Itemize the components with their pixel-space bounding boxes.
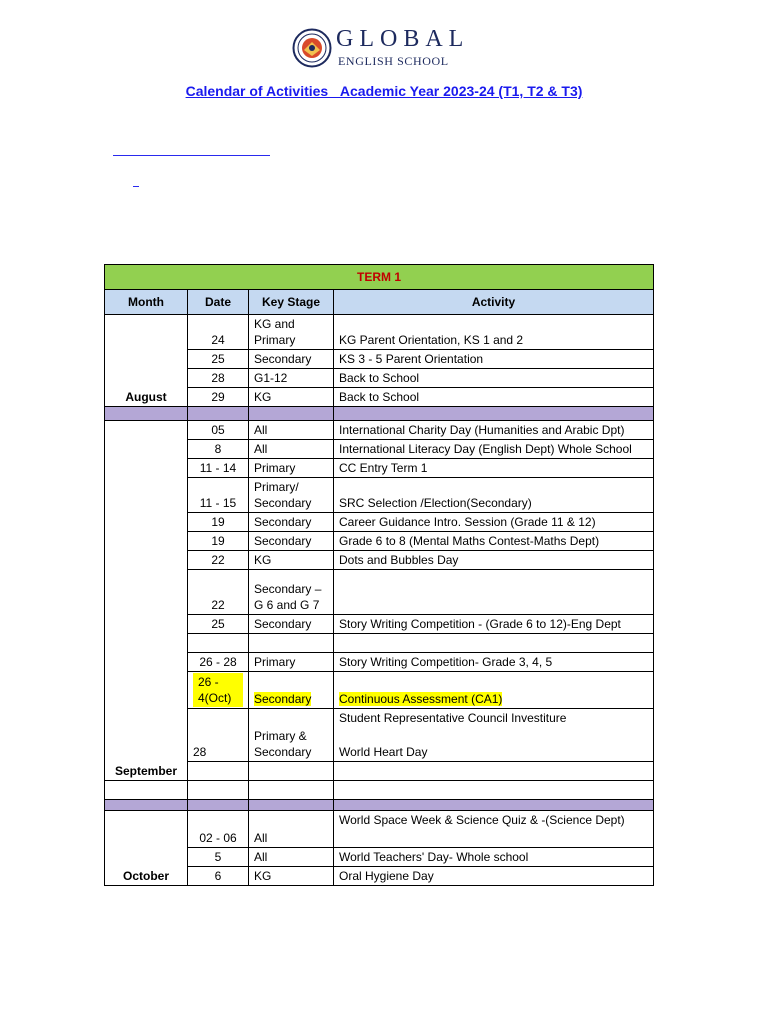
key-stage-cell: G1-12: [249, 369, 334, 388]
table-row: [105, 478, 654, 513]
activity-cell: Back to School: [334, 369, 654, 388]
term-row: [105, 265, 654, 290]
month-october: October: [105, 811, 188, 886]
key-stage-cell: All: [249, 848, 334, 867]
activity-cell: Dots and Bubbles Day: [334, 551, 654, 570]
col-header-activity: Activity: [334, 290, 654, 315]
date-cell: 11 - 14: [188, 459, 249, 478]
key-stage-cell: KG and Primary: [249, 315, 334, 350]
table-row: [105, 848, 654, 867]
table-row: [105, 459, 654, 478]
date-cell: 6: [188, 867, 249, 886]
separator-row: [105, 800, 654, 811]
table-row: [105, 440, 654, 459]
date-cell: 29: [188, 388, 249, 407]
activity-cell: CC Entry Term 1: [334, 459, 654, 478]
activity-cell: Back to School: [334, 388, 654, 407]
date-cell: 8: [188, 440, 249, 459]
school-seal-icon: [292, 28, 332, 68]
key-stage-cell: KG: [249, 867, 334, 886]
highlighted-date: 26 - 4(Oct): [193, 673, 243, 707]
date-cell: 26 - 28: [188, 653, 249, 672]
date-cell: 24: [188, 315, 249, 350]
key-stage-cell: Secondary: [249, 513, 334, 532]
blank-row: [105, 762, 654, 781]
table-row: [105, 615, 654, 634]
key-stage-cell: KG: [249, 388, 334, 407]
key-stage-cell: Primary: [249, 653, 334, 672]
activity-bottom-line: World Heart Day: [339, 745, 428, 759]
activity-cell: International Literacy Day (English Dept) Whole School: [334, 440, 654, 459]
table-row: [105, 811, 654, 848]
table-row: [105, 709, 654, 762]
table-row: [105, 570, 654, 615]
key-stage-cell: Secondary – G 6 and G 7: [249, 570, 334, 615]
activity-cell: Story Writing Competition- Grade 3, 4, 5: [334, 653, 654, 672]
activity-cell: KG Parent Orientation, KS 1 and 2: [334, 315, 654, 350]
blank-row: [105, 781, 654, 800]
logo-subtitle: ENGLISH SCHOOL: [338, 54, 449, 68]
blank-row: [105, 634, 654, 653]
month-september: September: [105, 421, 188, 781]
table-row: [105, 315, 654, 350]
date-cell: 28: [188, 709, 249, 762]
key-stage-cell: Primary & Secondary: [249, 709, 334, 762]
date-cell: 05: [188, 421, 249, 440]
table-row: [105, 369, 654, 388]
key-stage-cell: Secondary: [249, 532, 334, 551]
page-title: Calendar of Activities _Academic Year 2023-24 (T1, T2 & T3): [185, 83, 583, 99]
school-logo: [292, 26, 472, 72]
date-cell: 22: [188, 570, 249, 615]
activity-cell: KS 3 - 5 Parent Orientation: [334, 350, 654, 369]
term-label: TERM 1: [105, 265, 654, 290]
date-cell: 25: [188, 350, 249, 369]
date-cell: [188, 672, 249, 709]
month-august: August: [105, 315, 188, 407]
table-row: [105, 350, 654, 369]
table-row: [105, 421, 654, 440]
table-row: [105, 388, 654, 407]
activity-cell: [334, 672, 654, 709]
underline-link-2[interactable]: [133, 186, 139, 187]
col-header-date: Date: [188, 290, 249, 315]
date-cell: 25: [188, 615, 249, 634]
table-row: [105, 513, 654, 532]
key-stage-cell: Secondary: [249, 615, 334, 634]
activities-calendar-table: [104, 264, 654, 886]
header-row: [105, 290, 654, 315]
key-stage-cell: Primary: [249, 459, 334, 478]
key-stage-cell: All: [249, 421, 334, 440]
activity-cell: Career Guidance Intro. Session (Grade 11 & 12): [334, 513, 654, 532]
activity-cell: International Charity Day (Humanities and Arabic Dpt): [334, 421, 654, 440]
key-stage-cell: KG: [249, 551, 334, 570]
activity-cell: [334, 709, 654, 762]
logo-wordmark: GLOBAL: [336, 26, 470, 52]
separator-row: [105, 407, 654, 421]
highlighted-activity: Continuous Assessment (CA1): [339, 692, 503, 706]
key-stage-cell: All: [249, 440, 334, 459]
activity-cell: World Teachers' Day- Whole school: [334, 848, 654, 867]
activity-cell: [334, 570, 654, 615]
activity-cell: Oral Hygiene Day: [334, 867, 654, 886]
activity-cell: World Space Week & Science Quiz & -(Science Dept): [334, 811, 654, 848]
activity-cell: Story Writing Competition - (Grade 6 to 12)-Eng Dept: [334, 615, 654, 634]
underline-link-1[interactable]: [113, 155, 270, 156]
table-row: [105, 551, 654, 570]
highlighted-stage: Secondary: [254, 692, 312, 706]
key-stage-cell: All: [249, 811, 334, 848]
activity-cell: SRC Selection /Election(Secondary): [334, 478, 654, 513]
key-stage-cell: Primary/ Secondary: [249, 478, 334, 513]
col-header-key-stage: Key Stage: [249, 290, 334, 315]
table-row: [105, 867, 654, 886]
date-cell: 19: [188, 513, 249, 532]
activity-cell: Grade 6 to 8 (Mental Maths Contest-Maths Dept): [334, 532, 654, 551]
key-stage-cell: [249, 672, 334, 709]
date-cell: 5: [188, 848, 249, 867]
date-cell: 11 - 15: [188, 478, 249, 513]
date-cell: 28: [188, 369, 249, 388]
activity-top-line: Student Representative Council Investiture: [339, 711, 567, 725]
col-header-month: Month: [105, 290, 188, 315]
date-cell: 02 - 06: [188, 811, 249, 848]
date-cell: 19: [188, 532, 249, 551]
key-stage-cell: Secondary: [249, 350, 334, 369]
table-row: [105, 653, 654, 672]
table-row: [105, 532, 654, 551]
table-row-highlighted: [105, 672, 654, 709]
date-cell: 22: [188, 551, 249, 570]
